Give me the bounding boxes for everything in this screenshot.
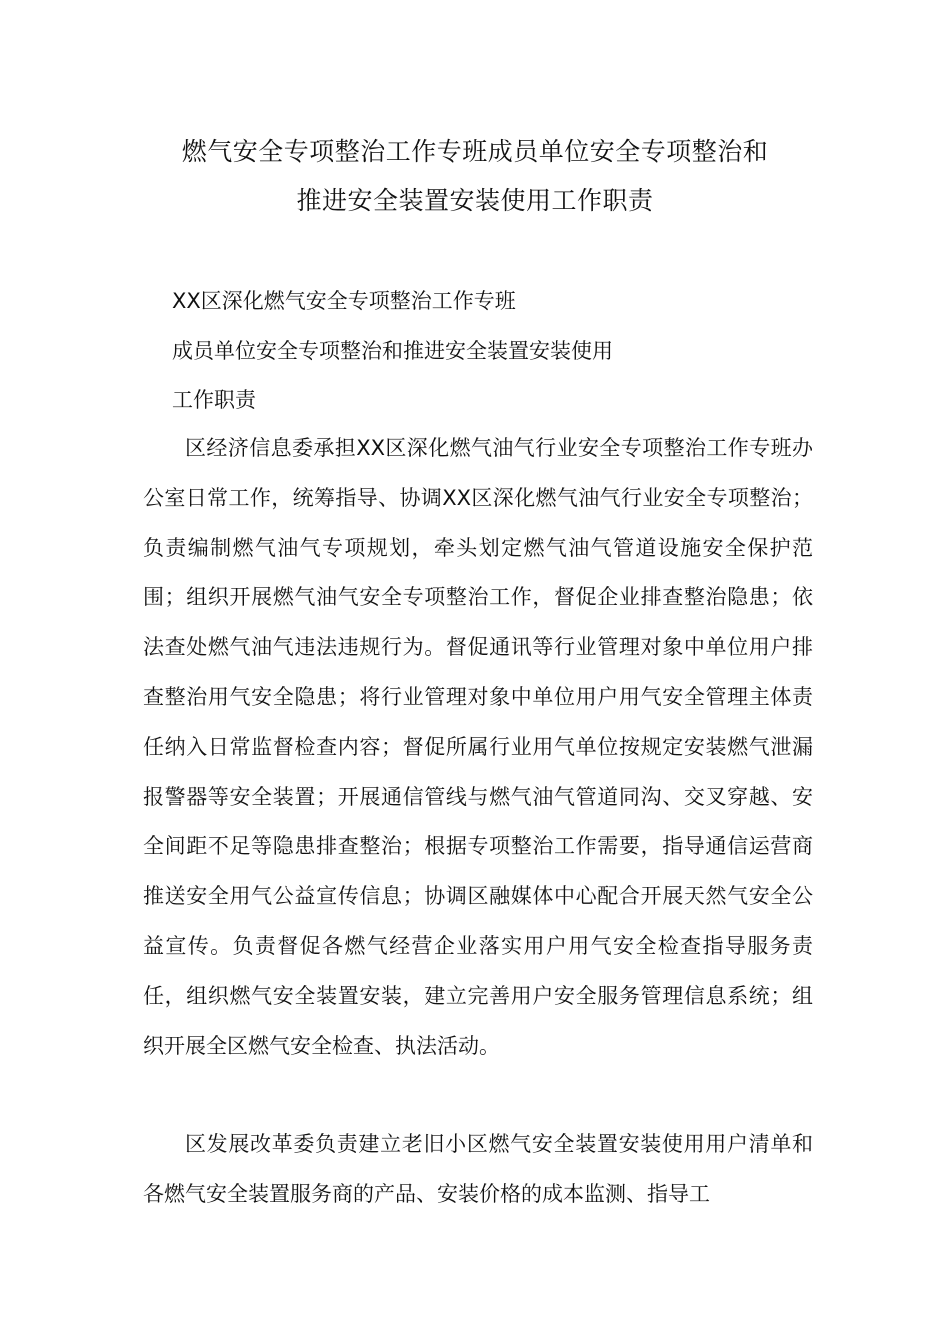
subheading-line-3: 工作职责 bbox=[172, 388, 256, 412]
subheading-line-1: XX区深化燃气安全专项整治工作专班 bbox=[172, 289, 516, 313]
subheading-line-2: 成员单位安全专项整治和推进安全装置安装使用 bbox=[172, 339, 613, 363]
document-title-line-2: 推进安全装置安装使用工作职责 bbox=[296, 186, 654, 215]
body-paragraph-economic-info-committee: 区经济信息委承担XX区深化燃气油气行业安全专项整治工作专班办公室日常工作，统筹指导、协调XX区深化燃气油气行业安全专项整治；负责编制燃气油气专项规划，牵头划定燃气油气管道设施安全保护范围；组织开展燃气油气安全专项整治工作，督促企业排查整治隐患；依法查处燃气油气违法违规行为。督促通讯等行业管理对象中单位用户排查整治用气安全隐患；将行业管理对象中单位用户用气安全管理主体责任纳入日常监督检查内容；督促所属行业用气单位按规定安装燃气泄漏报警器等安全装置；开展通信管线与燃气油气管道同沟、交叉穿越、安全间距不足等隐患排查整治；根据专项整治工作需要，指导通信运营商推送安全用气公益宣传信息；协调区融媒体中心配合开展天然气安全公益宣传。负责督促各燃气经营企业落实用户用气安全检查指导服务责任，组织燃气安全装置安装，建立完善用户安全服务管理信息系统；组织开展全区燃气安全检查、执法活动。 bbox=[143, 436, 813, 1058]
document-title-line-1: 燃气安全专项整治工作专班成员单位安全专项整治和 bbox=[181, 137, 769, 166]
body-paragraph-development-reform-committee: 区发展改革委负责建立老旧小区燃气安全装置安装使用用户清单和各燃气安全装置服务商的产品、安装价格的成本监测、指导工 bbox=[143, 1132, 813, 1206]
